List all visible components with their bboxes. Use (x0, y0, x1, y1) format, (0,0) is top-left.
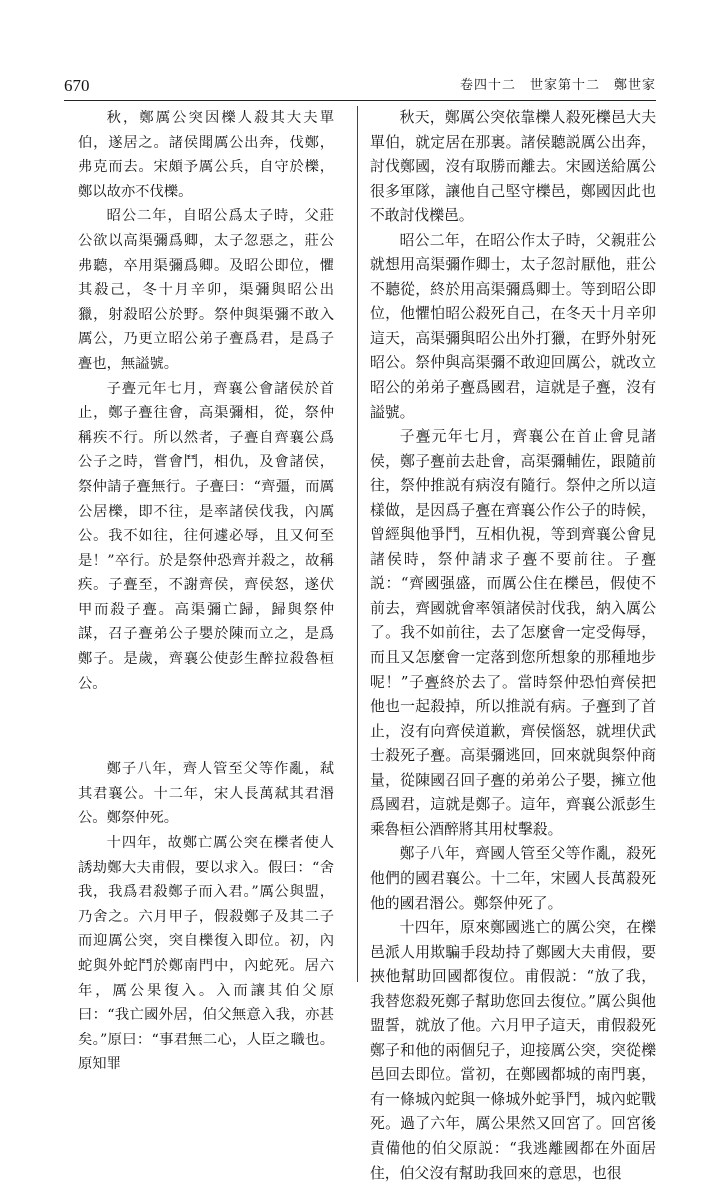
classical-paragraph: 子亹元年七月，齊襄公會諸侯於首止，鄭子亹往會，高渠彌相，從，祭仲稱疾不行。所以然者，子亹自齊襄公爲公子之時，嘗會鬥，相仇，及會諸侯，祭仲請子亹無行。子亹曰：“齊彊，而厲公居櫟，即不往，是率諸侯伐我，內厲公。我不如往，往何遽必辱，且又何至是！”卒行。於是祭仲恐齊并殺之，故稱疾。子亹至，不謝齊侯，齊侯怒，遂伏甲而殺子亹。高渠彌亡歸，歸與祭仲謀，召子亹弟公子嬰於陳而立之，是爲鄭子。是歲，齊襄公使彭生醉拉殺魯桓公。 (78, 380, 334, 692)
page-number: 670 (64, 76, 90, 95)
classical-paragraph: 十四年，故鄭亡厲公突在櫟者使人誘劫鄭大夫甫假，要以求入。假曰：“舍我，我爲君殺鄭子而入君。”厲公與盟，乃舍之。六月甲子，假殺鄭子及其二子而迎厲公突，突自櫟復入即位。初，內蛇與外蛇鬥於鄭南門中，內蛇死。居六年，厲公果復入。入而讓其伯父原曰：“我亡國外居，伯父無意入我，亦甚矣。”原曰：“事君無二心，人臣之職也。原知罪 (78, 835, 334, 1073)
column-divider (357, 106, 358, 982)
translation-column (370, 106, 656, 1186)
translation-paragraph: 秋天，鄭厲公突依靠櫟人殺死櫟邑大夫單伯，就定居在那裏。諸侯聽説厲公出奔，討伐鄭國，沒有取勝而離去。宋國送給厲公很多軍隊，讓他自己堅守櫟邑，鄭國因此也不敢討伐櫟邑。 (370, 109, 656, 225)
header-rule (64, 100, 656, 101)
classical-paragraph: 昭公二年，自昭公爲太子時，父莊公欲以高渠彌爲卿，太子忽惡之，莊公弗聽，卒用渠彌爲卿。及昭公即位，懼其殺己，冬十月辛卯，渠彌與昭公出獵，射殺昭公於野。祭仲與渠彌不敢入厲公，乃更立昭公弟子亹爲君，是爲子亹也，無謚號。 (78, 208, 334, 372)
translation-paragraph: 十四年，原來鄭國逃亡的厲公突，在櫟邑派人用欺騙手段劫持了鄭國大夫甫假，要挾他幫助回國都復位。甫假説：“放了我，我替您殺死鄭子幫助您回去復位。”厲公與他盟誓，就放了他。六月甲子這天，甫假殺死鄭子和他的兩個兒子，迎接厲公突，突從櫟邑回去即位。當初，在鄭國都城的南門裏，有一條城內蛇與一條城外蛇爭鬥，城內蛇戰死。過了六年，厲公果然又回宮了。回宮後責備他的伯父原説：“我逃離國都在外面居住，伯父沒有幫助我回來的意思，也很 (370, 919, 656, 1182)
classical-paragraph: 秋，鄭厲公突因櫟人殺其大夫單伯，遂居之。諸侯聞厲公出奔，伐鄭，弗克而去。宋頗予厲公兵，自守於櫟，鄭以故亦不伐櫟。 (78, 110, 334, 200)
paragraph-gap (78, 696, 334, 757)
translation-paragraph: 鄭子八年，齊國人管至父等作亂，殺死他們的國君襄公。十二年，宋國人長萬殺死他的國君湣公。鄭祭仲死了。 (370, 845, 656, 912)
translation-paragraph: 子亹元年七月，齊襄公在首止會見諸侯，鄭子亹前去赴會，高渠彌輔佐，跟隨前往，祭仲推説有病沒有隨行。祭仲之所以這樣做，是因爲子亹在齊襄公作公子的時候，曾經與他爭鬥，互相仇視，等到齊襄公會見諸侯時，祭仲請求子亹不要前往。子亹説：“齊國强盛，而厲公住在櫟邑，假使不前去，齊國就會率領諸侯討伐我，納入厲公了。我不如前往，去了怎麼會一定受侮辱，而且又怎麼會一定落到您所想象的那種地步呢！”子亹終於去了。當時祭仲恐怕齊侯把他也一起殺掉，所以推説有病。子亹到了首止，沒有向齊侯道歉，齊侯惱怒，就埋伏武士殺死子亹。高渠彌逃回，回來就與祭仲商量，從陳國召回子亹的弟弟公子嬰，擁立他爲國君，這就是鄭子。這年，齊襄公派彭生乘魯桓公酒醉將其用杖擊殺。 (370, 428, 656, 838)
translation-paragraph: 昭公二年，在昭公作太子時，父親莊公就想用高渠彌作卿士，太子忽討厭他，莊公不聽從，終於用高渠彌爲卿士。等到昭公即位，他懼怕昭公殺死自己，在冬天十月辛卯這天，高渠彌與昭公出外打獵，在野外射死昭公。祭仲與高渠彌不敢迎回厲公，就改立昭公的弟弟子亹爲國君，這就是子亹，沒有謚號。 (370, 231, 656, 421)
page-header (64, 74, 656, 98)
running-title: 卷四十二 世家第十二 鄭世家 (459, 78, 656, 93)
classical-text-column (78, 106, 334, 1077)
classical-paragraph: 鄭子八年，齊人管至父等作亂，弒其君襄公。十二年，宋人長萬弒其君湣公。鄭祭仲死。 (78, 761, 334, 827)
